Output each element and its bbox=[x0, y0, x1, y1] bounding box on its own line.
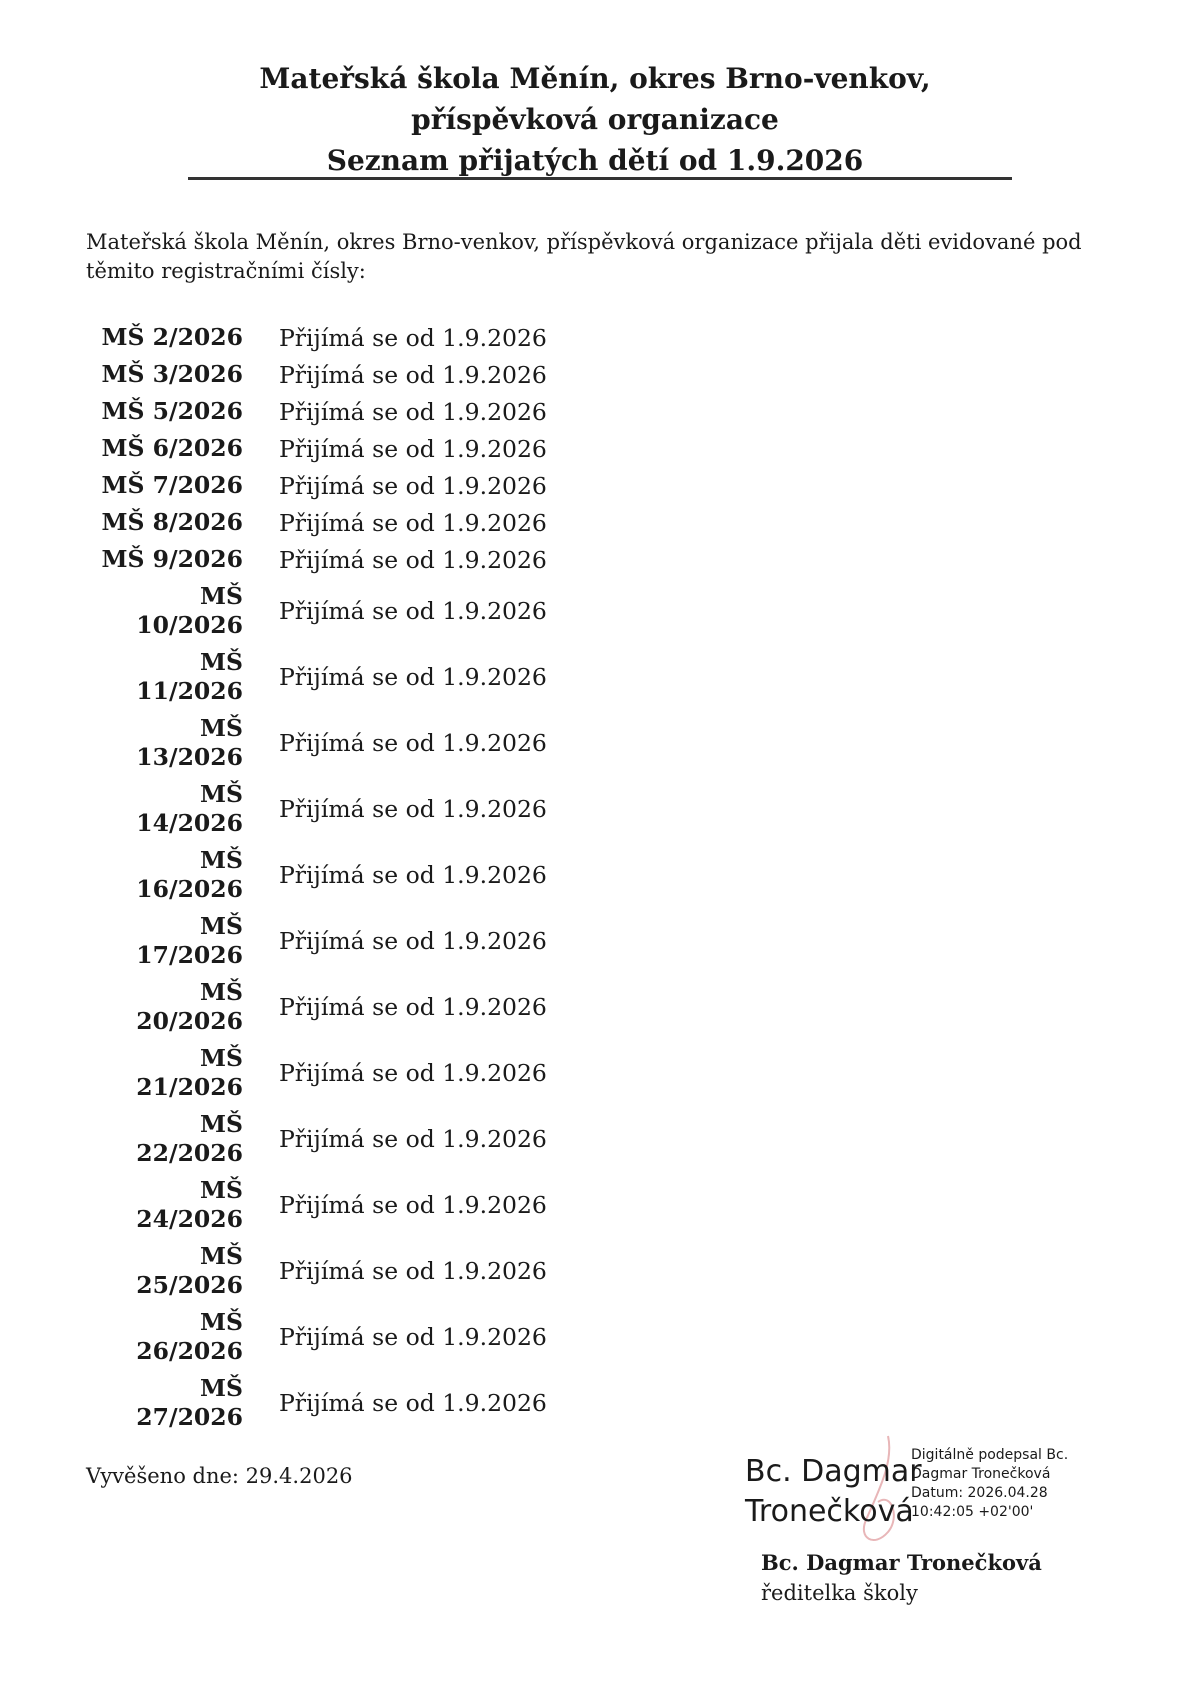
admission-status: Přijímá se od 1.9.2026 bbox=[279, 1125, 547, 1153]
registration-number bbox=[86, 1374, 243, 1432]
registration-prefix: MŠ bbox=[200, 1044, 243, 1072]
list-item bbox=[86, 1238, 547, 1304]
registration-prefix: MŠ bbox=[200, 912, 243, 940]
registration-code: 14/2026 bbox=[136, 809, 243, 837]
registration-number bbox=[86, 1176, 243, 1234]
admission-status: Přijímá se od 1.9.2026 bbox=[279, 508, 547, 537]
registration-prefix: MŠ bbox=[200, 648, 243, 676]
registration-number bbox=[86, 1110, 243, 1168]
registration-prefix: MŠ bbox=[200, 1374, 243, 1402]
signature-name-line-2: Tronečková bbox=[745, 1494, 914, 1529]
list-item bbox=[86, 1304, 547, 1370]
registration-prefix: MŠ bbox=[200, 978, 243, 1006]
registration-number bbox=[86, 714, 243, 772]
registration-code: 10/2026 bbox=[136, 611, 243, 639]
registration-number bbox=[86, 978, 243, 1036]
header-divider bbox=[188, 177, 1012, 180]
registration-code: 24/2026 bbox=[136, 1205, 243, 1233]
admission-status: Přijímá se od 1.9.2026 bbox=[279, 360, 547, 389]
registration-code: 22/2026 bbox=[136, 1139, 243, 1167]
list-item bbox=[86, 356, 547, 393]
admission-status: Přijímá se od 1.9.2026 bbox=[279, 1059, 547, 1087]
signature-name bbox=[745, 1452, 922, 1532]
registration-prefix: MŠ bbox=[200, 1176, 243, 1204]
registration-code: 13/2026 bbox=[136, 743, 243, 771]
list-item bbox=[86, 1040, 547, 1106]
admission-status: Přijímá se od 1.9.2026 bbox=[279, 471, 547, 500]
registration-number: MŠ 8/2026 bbox=[101, 508, 243, 536]
admission-status: Přijímá se od 1.9.2026 bbox=[279, 1257, 547, 1285]
list-item bbox=[86, 1172, 547, 1238]
signature-info-line-2: Dagmar Tronečková bbox=[911, 1466, 1051, 1482]
registration-number bbox=[86, 582, 243, 640]
registration-prefix: MŠ bbox=[200, 714, 243, 742]
list-item bbox=[86, 467, 547, 504]
admitted-children-list bbox=[86, 319, 547, 1436]
list-item bbox=[86, 541, 547, 578]
director-name: Bc. Dagmar Tronečková bbox=[761, 1550, 1042, 1575]
registration-code: 20/2026 bbox=[136, 1007, 243, 1035]
registration-prefix: MŠ bbox=[200, 846, 243, 874]
registration-prefix: MŠ bbox=[200, 780, 243, 808]
registration-code: 17/2026 bbox=[136, 941, 243, 969]
posting-date: Vyvěšeno dne: 29.4.2026 bbox=[86, 1464, 353, 1488]
signature-info-line-4: 10:42:05 +02'00' bbox=[911, 1504, 1034, 1520]
registration-number bbox=[86, 780, 243, 838]
header-line-2: příspěvková organizace bbox=[411, 103, 779, 136]
intro-paragraph: Mateřská škola Měnín, okres Brno-venkov, příspěvková organizace přijala děti evidované pod těmito registračními čísly: bbox=[86, 230, 1082, 283]
registration-number bbox=[86, 1242, 243, 1300]
registration-prefix: MŠ bbox=[200, 1242, 243, 1270]
registration-code: 25/2026 bbox=[136, 1271, 243, 1299]
admission-status: Přijímá se od 1.9.2026 bbox=[279, 1191, 547, 1219]
registration-prefix: MŠ bbox=[200, 1110, 243, 1138]
signature-name-line-1: Bc. Dagmar bbox=[745, 1454, 922, 1489]
admission-status: Přijímá se od 1.9.2026 bbox=[279, 729, 547, 757]
admission-status: Přijímá se od 1.9.2026 bbox=[279, 1389, 547, 1417]
list-item bbox=[86, 710, 547, 776]
list-item bbox=[86, 504, 547, 541]
list-item bbox=[86, 776, 547, 842]
registration-code: 21/2026 bbox=[136, 1073, 243, 1101]
signature-info bbox=[911, 1446, 1068, 1522]
admission-status: Přijímá se od 1.9.2026 bbox=[279, 597, 547, 625]
registration-number: MŠ 9/2026 bbox=[101, 545, 243, 573]
admission-status: Přijímá se od 1.9.2026 bbox=[279, 861, 547, 889]
list-item bbox=[86, 1106, 547, 1172]
registration-number: MŠ 3/2026 bbox=[101, 360, 243, 388]
director-title: ředitelka školy bbox=[761, 1581, 918, 1605]
registration-code: 27/2026 bbox=[136, 1403, 243, 1431]
registration-number bbox=[86, 1308, 243, 1366]
admission-status: Přijímá se od 1.9.2026 bbox=[279, 927, 547, 955]
document-header bbox=[0, 58, 1190, 181]
director-block bbox=[761, 1547, 1042, 1609]
signature-info-line-3: Datum: 2026.04.28 bbox=[911, 1485, 1048, 1501]
admission-status: Přijímá se od 1.9.2026 bbox=[279, 545, 547, 574]
registration-number bbox=[86, 648, 243, 706]
signature-info-line-1: Digitálně podepsal Bc. bbox=[911, 1447, 1069, 1463]
list-item bbox=[86, 319, 547, 356]
registration-prefix: MŠ bbox=[200, 582, 243, 610]
list-item bbox=[86, 393, 547, 430]
list-item bbox=[86, 1370, 547, 1436]
admission-status: Přijímá se od 1.9.2026 bbox=[279, 795, 547, 823]
registration-number bbox=[86, 846, 243, 904]
registration-code: 16/2026 bbox=[136, 875, 243, 903]
registration-number bbox=[86, 1044, 243, 1102]
header-line-1: Mateřská škola Měnín, okres Brno-venkov, bbox=[259, 62, 931, 95]
list-item bbox=[86, 974, 547, 1040]
admission-status: Přijímá se od 1.9.2026 bbox=[279, 663, 547, 691]
registration-number: MŠ 6/2026 bbox=[101, 434, 243, 462]
document-title: Seznam přijatých dětí od 1.9.2026 bbox=[326, 144, 864, 177]
registration-prefix: MŠ bbox=[200, 1308, 243, 1336]
list-item bbox=[86, 644, 547, 710]
registration-code: 11/2026 bbox=[136, 677, 243, 705]
list-item bbox=[86, 578, 547, 644]
registration-number bbox=[86, 912, 243, 970]
list-item bbox=[86, 430, 547, 467]
admission-status: Přijímá se od 1.9.2026 bbox=[279, 1323, 547, 1351]
admission-status: Přijímá se od 1.9.2026 bbox=[279, 434, 547, 463]
registration-number: MŠ 5/2026 bbox=[101, 397, 243, 425]
registration-number: MŠ 2/2026 bbox=[101, 323, 243, 351]
registration-number: MŠ 7/2026 bbox=[101, 471, 243, 499]
admission-status: Přijímá se od 1.9.2026 bbox=[279, 323, 547, 352]
list-item bbox=[86, 842, 547, 908]
registration-code: 26/2026 bbox=[136, 1337, 243, 1365]
admission-status: Přijímá se od 1.9.2026 bbox=[279, 397, 547, 426]
admission-status: Přijímá se od 1.9.2026 bbox=[279, 993, 547, 1021]
list-item bbox=[86, 908, 547, 974]
